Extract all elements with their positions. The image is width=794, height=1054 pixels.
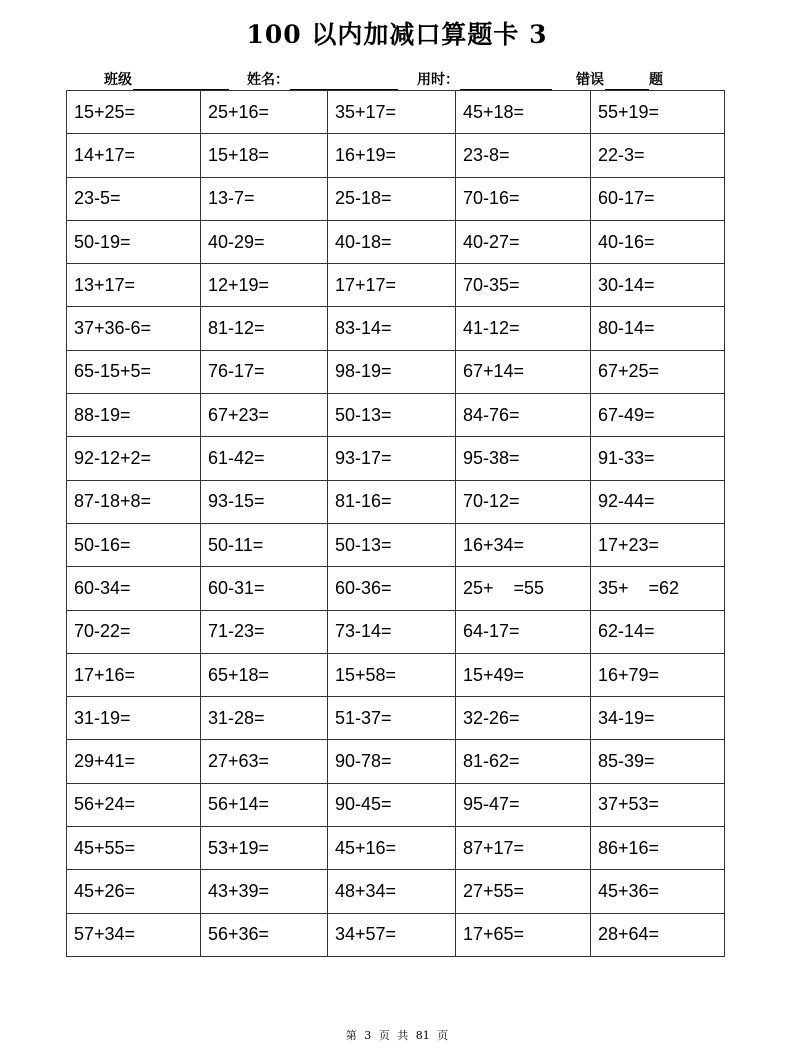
problem-cell[interactable]: 56+14= — [201, 783, 328, 826]
problem-cell[interactable]: 76-17= — [201, 350, 328, 393]
problem-cell[interactable]: 17+65= — [456, 913, 591, 956]
problem-cell[interactable]: 40-18= — [328, 220, 456, 263]
problem-row — [67, 307, 725, 350]
problem-cell[interactable]: 50-13= — [328, 394, 456, 437]
problem-cell[interactable]: 81-12= — [201, 307, 328, 350]
problem-row — [67, 783, 725, 826]
problem-grid-body — [67, 91, 725, 957]
problem-cell[interactable]: 29+41= — [67, 740, 201, 783]
problem-cell[interactable]: 23-5= — [67, 177, 201, 220]
problem-cell[interactable]: 90-45= — [328, 783, 456, 826]
problem-cell[interactable]: 28+64= — [591, 913, 725, 956]
problem-cell[interactable]: 31-28= — [201, 697, 328, 740]
problem-cell[interactable]: 40-29= — [201, 220, 328, 263]
problem-cell[interactable]: 50-11= — [201, 523, 328, 566]
problem-cell[interactable]: 61-42= — [201, 437, 328, 480]
problem-cell[interactable]: 34-19= — [591, 697, 725, 740]
time-blank-line[interactable] — [460, 73, 552, 90]
problem-cell[interactable]: 27+55= — [456, 870, 591, 913]
problem-cell[interactable]: 64-17= — [456, 610, 591, 653]
problem-cell[interactable]: 41-12= — [456, 307, 591, 350]
problem-cell[interactable]: 98-19= — [328, 350, 456, 393]
error-blank-line[interactable] — [605, 73, 649, 90]
problem-row — [67, 870, 725, 913]
problem-row — [67, 697, 725, 740]
problem-cell[interactable]: 92-44= — [591, 480, 725, 523]
problem-cell[interactable]: 15+49= — [456, 653, 591, 696]
problem-row — [67, 740, 725, 783]
problem-cell[interactable]: 91-33= — [591, 437, 725, 480]
problem-cell[interactable]: 71-23= — [201, 610, 328, 653]
problem-cell[interactable]: 25+ =55 — [456, 567, 591, 610]
problem-row — [67, 220, 725, 263]
problem-cell[interactable]: 17+23= — [591, 523, 725, 566]
problem-cell[interactable]: 87+17= — [456, 827, 591, 870]
problem-cell[interactable]: 85-39= — [591, 740, 725, 783]
problem-cell[interactable]: 87-18+8= — [67, 480, 201, 523]
problem-cell[interactable]: 50-19= — [67, 220, 201, 263]
problem-cell[interactable]: 16+79= — [591, 653, 725, 696]
class-label: 班级 — [104, 72, 132, 88]
error-label: 错误 — [576, 72, 604, 88]
problem-cell[interactable]: 70-22= — [67, 610, 201, 653]
problem-cell[interactable]: 14+17= — [67, 134, 201, 177]
problem-cell[interactable]: 57+34= — [67, 913, 201, 956]
problem-cell[interactable]: 34+57= — [328, 913, 456, 956]
problem-cell[interactable]: 37+36-6= — [67, 307, 201, 350]
error-field — [576, 70, 663, 90]
problem-cell[interactable]: 60-31= — [201, 567, 328, 610]
problem-cell[interactable]: 70-35= — [456, 264, 591, 307]
problem-row — [67, 350, 725, 393]
problem-row — [67, 134, 725, 177]
problem-cell[interactable]: 31-19= — [67, 697, 201, 740]
problem-cell[interactable]: 93-15= — [201, 480, 328, 523]
time-field — [417, 70, 552, 90]
problem-cell[interactable]: 37+53= — [591, 783, 725, 826]
name-field — [247, 70, 398, 90]
problem-cell[interactable]: 95-38= — [456, 437, 591, 480]
problem-cell[interactable]: 40-27= — [456, 220, 591, 263]
problem-cell[interactable]: 56+36= — [201, 913, 328, 956]
problem-cell[interactable]: 60-17= — [591, 177, 725, 220]
problem-cell[interactable]: 56+24= — [67, 783, 201, 826]
problem-row — [67, 610, 725, 653]
problem-cell[interactable]: 15+25= — [67, 91, 201, 134]
problem-row — [67, 91, 725, 134]
student-info-row — [104, 70, 704, 90]
problem-cell[interactable]: 67+25= — [591, 350, 725, 393]
problem-cell[interactable]: 51-37= — [328, 697, 456, 740]
name-label: 姓名： — [247, 72, 289, 88]
problem-cell[interactable]: 16+19= — [328, 134, 456, 177]
problem-cell[interactable]: 40-16= — [591, 220, 725, 263]
problem-cell[interactable]: 25-18= — [328, 177, 456, 220]
problem-cell[interactable]: 80-14= — [591, 307, 725, 350]
problem-cell[interactable]: 70-12= — [456, 480, 591, 523]
problem-row — [67, 394, 725, 437]
problem-cell[interactable]: 25+16= — [201, 91, 328, 134]
problem-cell[interactable]: 92-12+2= — [67, 437, 201, 480]
problem-cell[interactable]: 15+58= — [328, 653, 456, 696]
problem-cell[interactable]: 70-16= — [456, 177, 591, 220]
problem-cell[interactable]: 88-19= — [67, 394, 201, 437]
class-blank-line[interactable] — [133, 73, 229, 90]
problem-cell[interactable]: 13-7= — [201, 177, 328, 220]
problem-cell[interactable]: 83-14= — [328, 307, 456, 350]
problem-cell[interactable]: 17+17= — [328, 264, 456, 307]
problem-cell[interactable]: 15+18= — [201, 134, 328, 177]
problem-cell[interactable]: 84-76= — [456, 394, 591, 437]
page-footer: 第 3 页 共 81 页 — [345, 1029, 449, 1042]
problem-cell[interactable]: 35+17= — [328, 91, 456, 134]
problem-cell[interactable]: 13+17= — [67, 264, 201, 307]
page-title: 100 以内加减口算题卡 3 — [246, 20, 548, 49]
problem-cell[interactable]: 43+39= — [201, 870, 328, 913]
problem-cell[interactable]: 53+19= — [201, 827, 328, 870]
problem-cell[interactable]: 81-16= — [328, 480, 456, 523]
problem-cell[interactable]: 65+18= — [201, 653, 328, 696]
problem-cell[interactable]: 48+34= — [328, 870, 456, 913]
problem-cell[interactable]: 90-78= — [328, 740, 456, 783]
problem-cell[interactable]: 16+34= — [456, 523, 591, 566]
problem-cell[interactable]: 67+14= — [456, 350, 591, 393]
problem-cell[interactable]: 81-62= — [456, 740, 591, 783]
problem-cell[interactable]: 55+19= — [591, 91, 725, 134]
problem-row — [67, 480, 725, 523]
problem-grid — [66, 90, 725, 957]
problem-cell[interactable]: 12+19= — [201, 264, 328, 307]
problem-cell[interactable]: 86+16= — [591, 827, 725, 870]
problem-cell[interactable]: 45+16= — [328, 827, 456, 870]
problem-cell[interactable]: 95-47= — [456, 783, 591, 826]
problem-cell[interactable]: 62-14= — [591, 610, 725, 653]
problem-cell[interactable]: 32-26= — [456, 697, 591, 740]
problem-cell[interactable]: 27+63= — [201, 740, 328, 783]
problem-row — [67, 827, 725, 870]
problem-cell[interactable]: 60-34= — [67, 567, 201, 610]
problem-cell[interactable]: 67+23= — [201, 394, 328, 437]
problem-cell[interactable]: 22-3= — [591, 134, 725, 177]
problem-row — [67, 653, 725, 696]
class-field — [104, 70, 229, 90]
time-label: 用时： — [417, 72, 459, 88]
problem-cell[interactable]: 50-16= — [67, 523, 201, 566]
error-suffix: 题 — [649, 72, 663, 88]
problem-cell[interactable]: 45+36= — [591, 870, 725, 913]
problem-cell[interactable]: 17+16= — [67, 653, 201, 696]
problem-cell[interactable]: 73-14= — [328, 610, 456, 653]
problem-cell[interactable]: 35+ =62 — [591, 567, 725, 610]
problem-cell[interactable]: 60-36= — [328, 567, 456, 610]
name-blank-line[interactable] — [290, 73, 398, 90]
problem-cell[interactable]: 45+26= — [67, 870, 201, 913]
problem-cell[interactable]: 45+18= — [456, 91, 591, 134]
problem-row — [67, 177, 725, 220]
problem-row — [67, 437, 725, 480]
problem-cell[interactable]: 50-13= — [328, 523, 456, 566]
problem-cell[interactable]: 45+55= — [67, 827, 201, 870]
problem-cell[interactable]: 67-49= — [591, 394, 725, 437]
problem-row — [67, 913, 725, 956]
problem-cell[interactable]: 30-14= — [591, 264, 725, 307]
problem-row — [67, 567, 725, 610]
problem-row — [67, 523, 725, 566]
problem-cell[interactable]: 65-15+5= — [67, 350, 201, 393]
problem-row — [67, 264, 725, 307]
problem-cell[interactable]: 23-8= — [456, 134, 591, 177]
problem-cell[interactable]: 93-17= — [328, 437, 456, 480]
